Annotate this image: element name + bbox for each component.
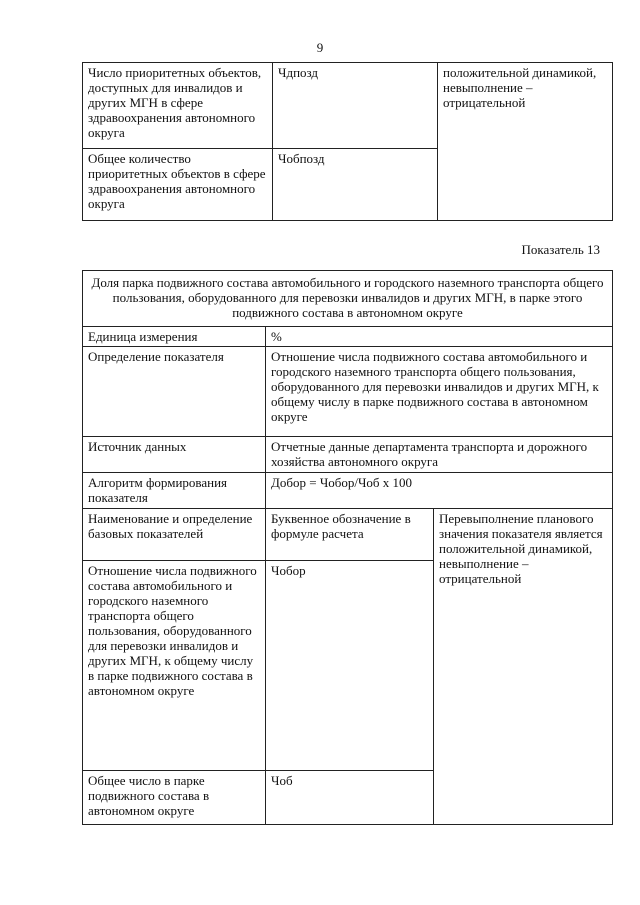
source-label: Источник данных [83,437,266,473]
table-row [83,347,613,437]
table-row [83,271,613,327]
base-indicator-name: Отношение числа подвижного состава автомобильного и городского наземного транспорта общего пользования, оборудованного для перевозки инвалидов и других МГН, к общему числу в парке подвижного состава в автономном округе [83,561,266,771]
base-header-symbol: Буквенное обозначение в формуле расчета [266,509,434,561]
page-number: 9 [316,40,324,55]
table-row [83,327,613,347]
base-header-name: Наименование и определение базовых показателей [83,509,266,561]
unit-label: Единица измерения [83,327,266,347]
base-indicator-symbol: Чобпозд [273,149,438,221]
unit-value: % [266,327,613,347]
base-indicator-name: Общее число в парке подвижного состава в автономном округе [83,771,266,825]
definition-value: Отношение числа подвижного состава автомобильного и городского наземного транспорта общего пользования, оборудованного для перевозки инвалидов и других МГН, к общему числу в парке подвижного состава в автономном округе [266,347,613,437]
indicator-caption: Показатель 13 [521,242,600,257]
base-indicator-symbol: Чдпозд [273,63,438,149]
base-indicator-name: Общее количество приоритетных объектов в сфере здравоохранения автономного округа [83,149,273,221]
evaluation-note: положительной динамикой, невыполнение – отрицательной [438,63,613,221]
algorithm-value: Добор = Чобор/Чоб х 100 [266,473,613,509]
table-indicator-13 [82,270,613,825]
table-row [83,63,613,149]
base-indicator-symbol: Чобор [266,561,434,771]
table-row [83,437,613,473]
table-row [83,473,613,509]
evaluation-note: Перевыполнение планового значения показателя является положительной динамикой, невыполнение – отрицательной [434,509,613,825]
table-row [83,509,613,561]
base-indicator-name: Число приоритетных объектов, доступных для инвалидов и других МГН в сфере здравоохранения автономного округа [83,63,273,149]
algorithm-label: Алгоритм формирования показателя [83,473,266,509]
table-base-indicators-health [82,62,613,221]
source-value: Отчетные данные департамента транспорта и дорожного хозяйства автономного округа [266,437,613,473]
base-indicator-symbol: Чоб [266,771,434,825]
indicator-title: Доля парка подвижного состава автомобильного и городского наземного транспорта общего пользования, оборудованного для перевозки инвалидов и других МГН, в парке этого подвижного состава в автономном округе [83,271,613,327]
definition-label: Определение показателя [83,347,266,437]
